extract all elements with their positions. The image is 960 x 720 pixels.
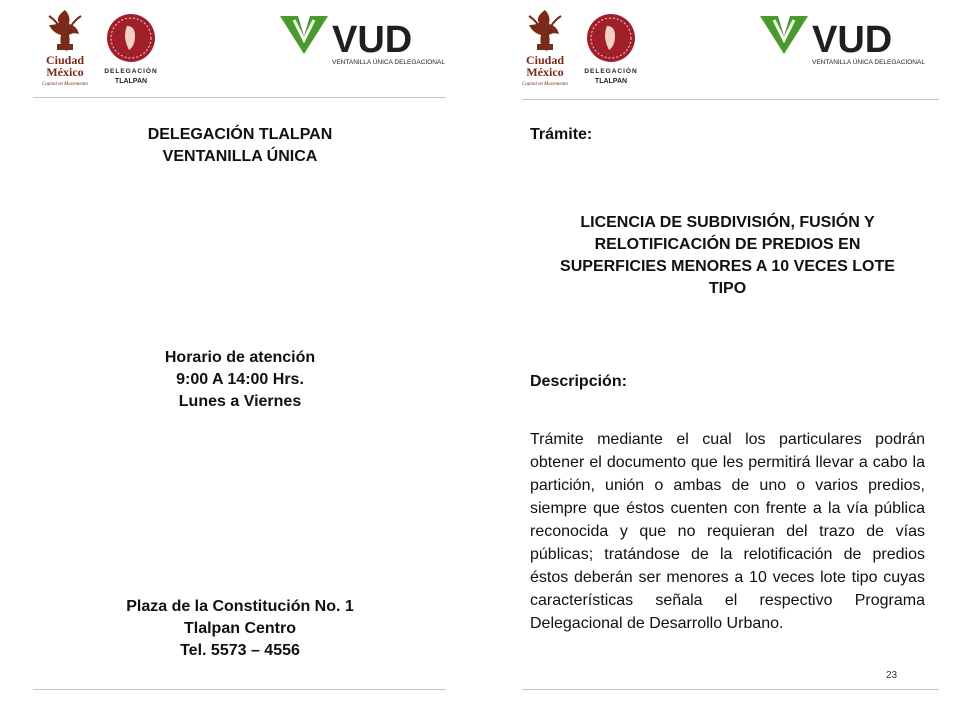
descripcion-text: Trámite mediante el cual los particulares podrán obtener el documento que les permitirá llevar a cabo la partición, unión o ambas de uno o varios predios, siempre que éstos cuenten con frente a la vía pública reconocida y que no requieran del trazo de vías públicas; tratándose de la relotificación de predios éstos deberán ser menores a 10 veces lote tipo cuyas características señala el respectivo Programa Delegacional de Desarrollo Urbano. <box>530 431 925 632</box>
delegacion-tlalpan-logo <box>580 12 642 92</box>
delegacion-name: TLALPAN <box>114 78 148 85</box>
address-phone: Tel. 5573 – 4556 <box>180 642 300 659</box>
address-line1: Plaza de la Constitución No. 1 <box>126 598 354 615</box>
descripcion-label: Descripción: <box>530 373 627 390</box>
delegacion-name: TLALPAN <box>594 78 628 85</box>
header-rule <box>522 99 939 100</box>
cdmx-tagline: Capital en Movimiento <box>41 82 89 87</box>
tramite-title-line3: SUPERFICIES MENORES A 10 VECES LOTE <box>560 258 895 275</box>
ciudad-de-mexico-logo <box>35 6 95 90</box>
tramite-title-line1: LICENCIA DE SUBDIVISIÓN, FUSIÓN Y <box>580 214 875 231</box>
vud-caption: VENTANILLA ÚNICA DELEGACIONAL <box>332 59 445 66</box>
vud-logo <box>280 14 450 68</box>
delegacion-tlalpan-logo <box>100 12 162 92</box>
tramite-title-line2: RELOTIFICACIÓN DE PREDIOS EN <box>594 236 861 253</box>
footer-rule <box>522 689 939 690</box>
tramite-title-line4: TIPO <box>708 280 747 297</box>
tramite-label: Trámite: <box>530 126 593 143</box>
ciudad-de-mexico-logo <box>515 6 575 90</box>
hours-days: Lunes a Viernes <box>178 393 302 410</box>
vud-caption: VENTANILLA ÚNICA DELEGACIONAL <box>812 59 925 66</box>
hours-time: 9:00 A 14:00 Hrs. <box>176 371 304 388</box>
cdmx-text-line2: México <box>46 65 84 79</box>
cdmx-tagline: Capital en Movimiento <box>521 82 569 87</box>
cdmx-text-line1: Ciudad <box>525 53 565 67</box>
left-heading-line1: DELEGACIÓN TLALPAN <box>147 126 333 143</box>
delegacion-text: DELEGACIÓN <box>104 68 158 75</box>
page-number: 23 <box>886 670 898 681</box>
cdmx-text-line1: Ciudad <box>45 53 85 67</box>
left-heading-line2: VENTANILLA ÚNICA <box>162 148 318 165</box>
vud-text: VUD <box>812 19 893 61</box>
delegacion-text: DELEGACIÓN <box>584 68 638 75</box>
vud-logo <box>760 14 930 68</box>
vud-text: VUD <box>332 19 413 61</box>
cdmx-text-line2: México <box>526 65 564 79</box>
hours-label: Horario de atención <box>164 349 316 366</box>
footer-rule <box>33 689 446 690</box>
address-line2: Tlalpan Centro <box>183 620 296 637</box>
header-rule <box>33 97 446 98</box>
